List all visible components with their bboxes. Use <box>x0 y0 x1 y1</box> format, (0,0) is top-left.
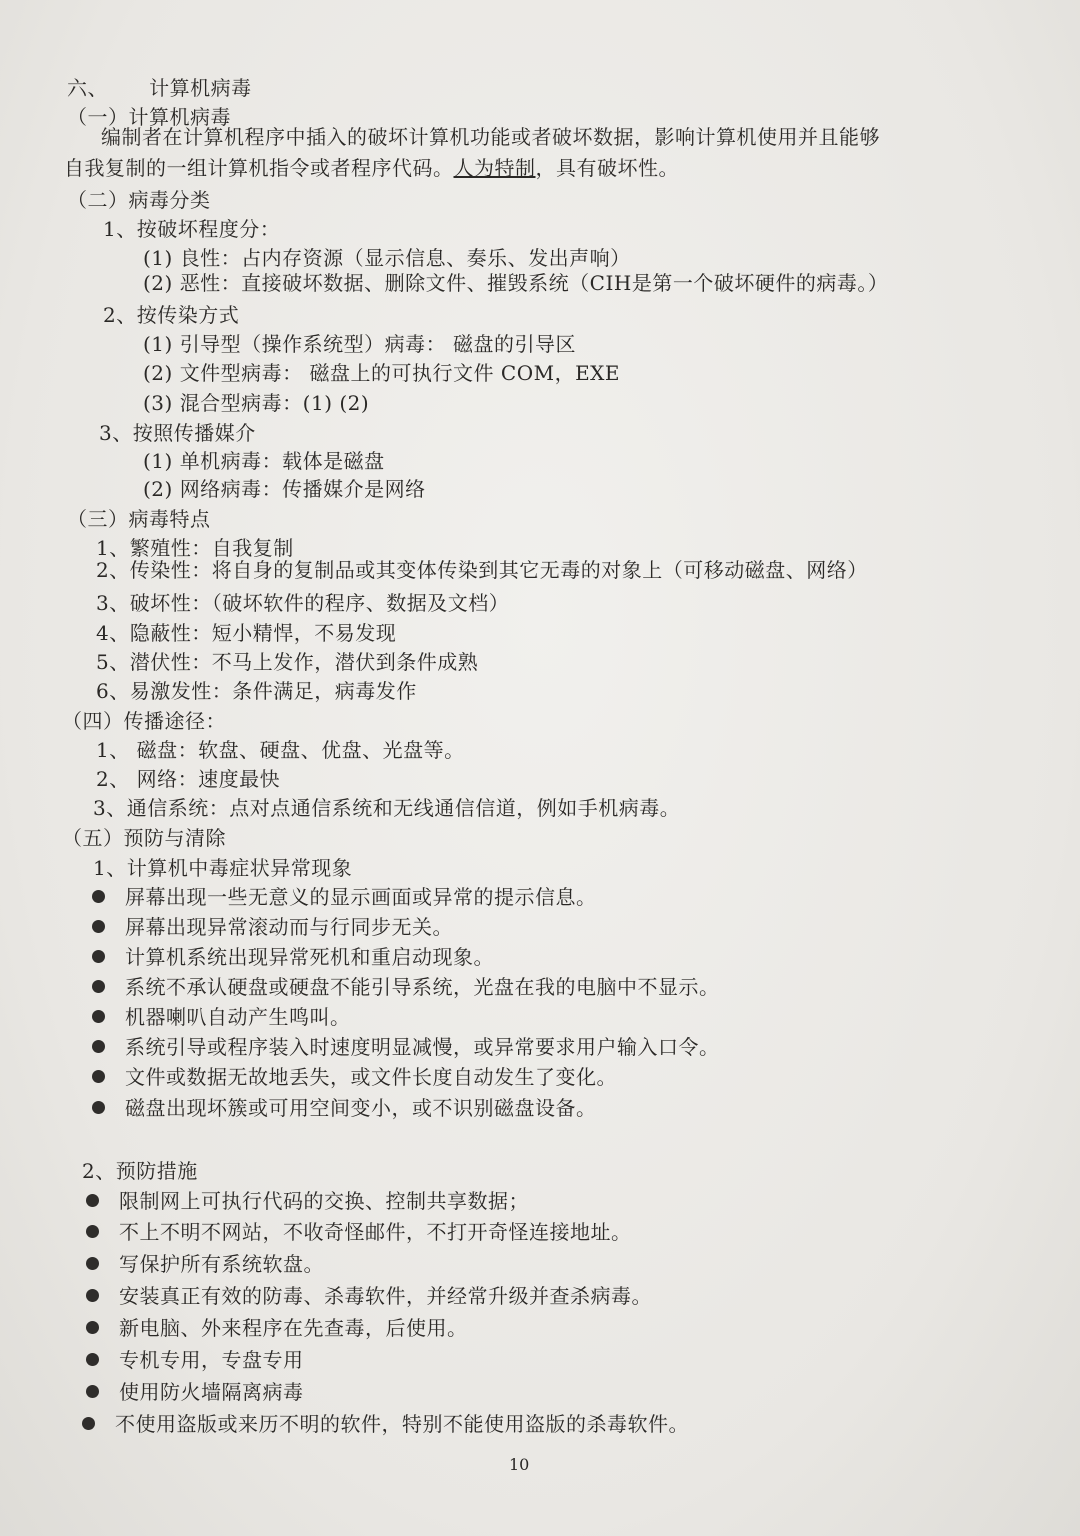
bullet-icon <box>92 1010 105 1023</box>
s1-heading: （一）计算机病毒 <box>67 105 231 129</box>
measure-text: 使用防火墙隔离病毒 <box>119 1380 304 1404</box>
symptom-text: 屏幕出现异常滚动而与行同步无关。 <box>125 915 453 939</box>
s3-item: 6、易激发性：条件满足，病毒发作 <box>96 679 417 703</box>
symptom-item <box>92 914 453 940</box>
symptom-text: 文件或数据无故地丢失，或文件长度自动发生了变化。 <box>125 1065 617 1089</box>
measure-item <box>86 1283 652 1309</box>
s3-item: 1、繁殖性：自我复制 <box>96 536 294 560</box>
bullet-icon <box>92 1070 105 1083</box>
s3-item: 5、潜伏性：不马上发作，潜伏到条件成熟 <box>96 650 479 674</box>
section-number: 六、 <box>67 76 108 100</box>
bullet-icon <box>92 890 105 903</box>
s1-paragraph-text-b: ，具有破坏性。 <box>535 156 679 180</box>
s2-group2-item: (3) 混合型病毒：(1) (2) <box>143 391 370 415</box>
bullet-icon <box>86 1257 99 1270</box>
bullet-icon <box>92 950 105 963</box>
symptom-text: 系统不承认硬盘或硬盘不能引导系统，光盘在我的电脑中不显示。 <box>125 975 720 999</box>
symptom-item <box>92 974 720 1000</box>
s2-group2-item: (1) 引导型（操作系统型）病毒： 磁盘的引导区 <box>143 332 577 356</box>
measure-text: 新电脑、外来程序在先查毒，后使用。 <box>119 1316 468 1340</box>
bullet-icon <box>86 1194 99 1207</box>
bullet-icon <box>86 1225 99 1238</box>
measure-item <box>86 1379 304 1405</box>
section-title: 计算机病毒 <box>149 76 252 100</box>
measure-item <box>86 1219 632 1245</box>
measure-text: 安装真正有效的防毒、杀毒软件，并经常升级并查杀病毒。 <box>119 1284 652 1308</box>
s2-group3-item: (1) 单机病毒：载体是磁盘 <box>143 449 385 473</box>
bullet-icon <box>92 920 105 933</box>
section-heading <box>67 75 252 101</box>
s3-item: 3、破坏性：（破坏软件的程序、数据及文档） <box>96 591 510 615</box>
measure-item <box>82 1411 689 1437</box>
symptom-item <box>92 1034 720 1060</box>
symptom-text: 计算机系统出现异常死机和重启动现象。 <box>125 945 494 969</box>
s4-item: 1、 磁盘：软盘、硬盘、优盘、光盘等。 <box>96 738 465 762</box>
bullet-icon <box>86 1385 99 1398</box>
s5-sub2-title: 2、预防措施 <box>82 1159 198 1183</box>
s1-paragraph-text-a: 自我复制的一组计算机指令或者程序代码。 <box>64 156 454 180</box>
s5-heading: （五）预防与清除 <box>62 826 226 850</box>
symptom-text: 屏幕出现一些无意义的显示画面或异常的提示信息。 <box>125 885 597 909</box>
s5-sub1-title: 1、计算机中毒症状异常现象 <box>93 856 353 880</box>
s4-heading: （四）传播途径： <box>62 709 226 733</box>
bullet-icon <box>92 1101 105 1114</box>
s1-paragraph-underlined: 人为特制 <box>453 156 536 180</box>
s2-group2-title: 2、按传染方式 <box>103 303 240 327</box>
s2-group1-item: (2) 恶性：直接破坏数据、删除文件、摧毁系统（CIH是第一个破坏硬件的病毒。） <box>143 271 889 295</box>
s4-item: 2、 网络：速度最快 <box>96 767 281 791</box>
symptom-text: 磁盘出现坏簇或可用空间变小，或不识别磁盘设备。 <box>125 1096 597 1120</box>
measure-text: 限制网上可执行代码的交换、控制共享数据； <box>119 1189 529 1213</box>
bullet-icon <box>92 1040 105 1053</box>
s1-paragraph-line2 <box>64 155 679 181</box>
measure-text: 专机专用，专盘专用 <box>119 1348 304 1372</box>
measure-item <box>86 1347 304 1373</box>
s2-group1-title: 1、按破坏程度分： <box>103 217 281 241</box>
symptom-item <box>92 1004 351 1030</box>
s2-group3-title: 3、按照传播媒介 <box>99 421 256 445</box>
measure-item <box>86 1251 324 1277</box>
s2-group1-item: (1) 良性：占内存资源（显示信息、奏乐、发出声响） <box>143 246 631 270</box>
page-number: 10 <box>509 1455 530 1474</box>
s3-item: 2、传染性：将自身的复制品或其变体传染到其它无毒的对象上（可移动磁盘、网络） <box>96 558 868 582</box>
s2-group3-item: (2) 网络病毒：传播媒介是网络 <box>143 477 426 501</box>
bullet-icon <box>92 980 105 993</box>
symptom-item <box>92 1064 617 1090</box>
s4-item: 3、通信系统：点对点通信系统和无线通信信道，例如手机病毒。 <box>93 796 681 820</box>
measure-item <box>86 1315 468 1341</box>
symptom-text: 机器喇叭自动产生鸣叫。 <box>125 1005 351 1029</box>
s2-heading: （二）病毒分类 <box>67 188 211 212</box>
symptom-item <box>92 1095 597 1121</box>
bullet-icon <box>86 1289 99 1302</box>
symptom-item <box>92 944 494 970</box>
bullet-icon <box>86 1321 99 1334</box>
s3-item: 4、隐蔽性：短小精悍，不易发现 <box>96 621 397 645</box>
bullet-icon <box>82 1417 95 1430</box>
s1-paragraph-line1: 编制者在计算机程序中插入的破坏计算机功能或者破坏数据，影响计算机使用并且能够 <box>101 125 880 149</box>
measure-text: 写保护所有系统软盘。 <box>119 1252 324 1276</box>
symptom-text: 系统引导或程序装入时速度明显减慢，或异常要求用户输入口令。 <box>125 1035 720 1059</box>
s2-group2-item: (2) 文件型病毒： 磁盘上的可执行文件 COM，EXE <box>143 361 621 385</box>
measure-text: 不上不明不网站，不收奇怪邮件，不打开奇怪连接地址。 <box>119 1220 632 1244</box>
symptom-item <box>92 884 597 910</box>
s3-heading: （三）病毒特点 <box>67 507 211 531</box>
measure-item <box>86 1188 529 1214</box>
bullet-icon <box>86 1353 99 1366</box>
measure-text: 不使用盗版或来历不明的软件，特别不能使用盗版的杀毒软件。 <box>115 1412 689 1436</box>
